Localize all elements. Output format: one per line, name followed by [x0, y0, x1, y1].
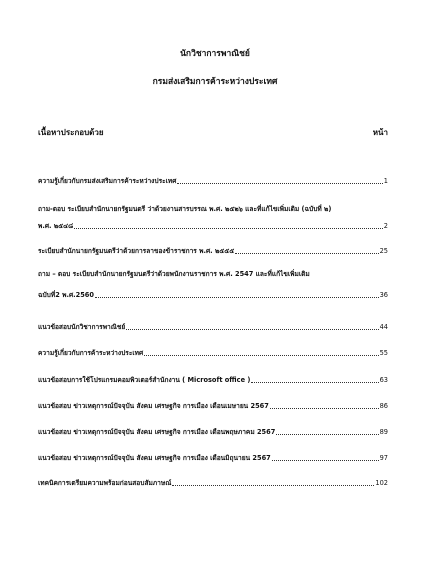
toc-entry-title: ความรู้เกี่ยวกับกรมส่งเสริมการค้าระหว่างประเทศ: [38, 177, 177, 185]
dot-leader: [270, 408, 379, 409]
toc-entry: [38, 428, 388, 437]
toc-entry-title: แนวข้อสอบการใช้โปรแกรมคอมพิวเตอร์สำนักงาน ( Microsoft office ): [38, 376, 251, 384]
toc-entry-title: พ.ศ. ๒๕๔๘: [38, 222, 74, 230]
dot-leader: [177, 183, 382, 184]
toc-entry-title: ระเบียบสำนักนายกรัฐมนตรีว่าด้วยการลาของข้าราชการ พ.ศ. ๒๕๕๕: [38, 247, 235, 255]
toc-entry: [38, 376, 388, 385]
dot-leader: [126, 329, 378, 330]
page-column-label: หน้า: [372, 128, 388, 137]
toc-entry-page: 63: [379, 376, 388, 384]
toc-entry: [38, 323, 388, 332]
toc-entry: [38, 270, 388, 300]
toc-entry-title: แนวข้อสอบ ข่าวเหตุการณ์ปัจจุบัน สังคม เศรษฐกิจ การเมือง เดือนพฤษภาคม 2567: [38, 428, 276, 436]
toc-entry-page: 89: [379, 428, 388, 436]
toc-entry-page: 102: [375, 479, 388, 487]
toc-entry: [38, 479, 388, 488]
dot-leader: [74, 228, 383, 229]
toc-entry-page: 44: [379, 323, 388, 331]
toc-entry: [38, 247, 388, 256]
dot-leader: [276, 434, 378, 435]
toc-entry: [38, 454, 388, 463]
contents-label: เนื้อหาประกอบด้วย: [38, 128, 104, 137]
toc-entry-page: 86: [379, 402, 388, 410]
document-subtitle: กรมส่งเสริมการค้าระหว่างประเทศ: [152, 77, 278, 87]
toc-entry-title: แนวข้อสอบ ข่าวเหตุการณ์ปัจจุบัน สังคม เศรษฐกิจ การเมือง เดือนเมษายน 2567: [38, 402, 269, 410]
toc-entry-title-line1: ถาม – ตอบ ระเบียบสำนักนายกรัฐมนตรีว่าด้วยพนักงานราชการ พ.ศ. 2547 และที่แก้ไขเพิ่มเติม: [38, 270, 310, 278]
dot-leader: [235, 253, 378, 254]
toc-entry-title-line1: ถาม-ตอบ ระเบียบสำนักนายกรัฐมนตรี ว่าด้วยงานสารบรรณ พ.ศ. ๒๕๒๖ และที่แก้ไขเพิ่มเติม (ฉบับที่ ๒): [38, 205, 332, 213]
document-title: นักวิชาการพาณิชย์: [180, 49, 250, 59]
toc-entry-title: แนวข้อสอบนักวิชาการพาณิชย์: [38, 323, 126, 331]
toc-entry-title: แนวข้อสอบ ข่าวเหตุการณ์ปัจจุบัน สังคม เศรษฐกิจ การเมือง เดือนมิถุนายน 2567: [38, 454, 271, 462]
dot-leader: [172, 485, 374, 486]
toc-entry: [38, 402, 388, 411]
dot-leader: [251, 382, 378, 383]
toc-entry-page: 55: [379, 349, 388, 357]
toc-entry: [38, 205, 388, 231]
toc-entry-title: ฉบับที่2 พ.ศ.2560: [38, 291, 94, 299]
dot-leader: [272, 460, 379, 461]
toc-entry: [38, 349, 388, 358]
toc-entry-title: เทคนิคการเตรียมความพร้อมก่อนสอบสัมภาษณ์: [38, 479, 172, 487]
dot-leader: [144, 355, 378, 356]
toc-entry-page: 25: [379, 247, 388, 255]
toc-entry: [38, 177, 388, 186]
toc-entry-page: 36: [379, 291, 388, 299]
toc-entry-page: 2: [383, 222, 388, 230]
toc-entry-page: 1: [383, 177, 388, 185]
dot-leader: [95, 297, 379, 298]
toc-entry-title: ความรู้เกี่ยวกับการค้าระหว่างประเทศ: [38, 349, 144, 357]
toc-entry-page: 97: [379, 454, 388, 462]
